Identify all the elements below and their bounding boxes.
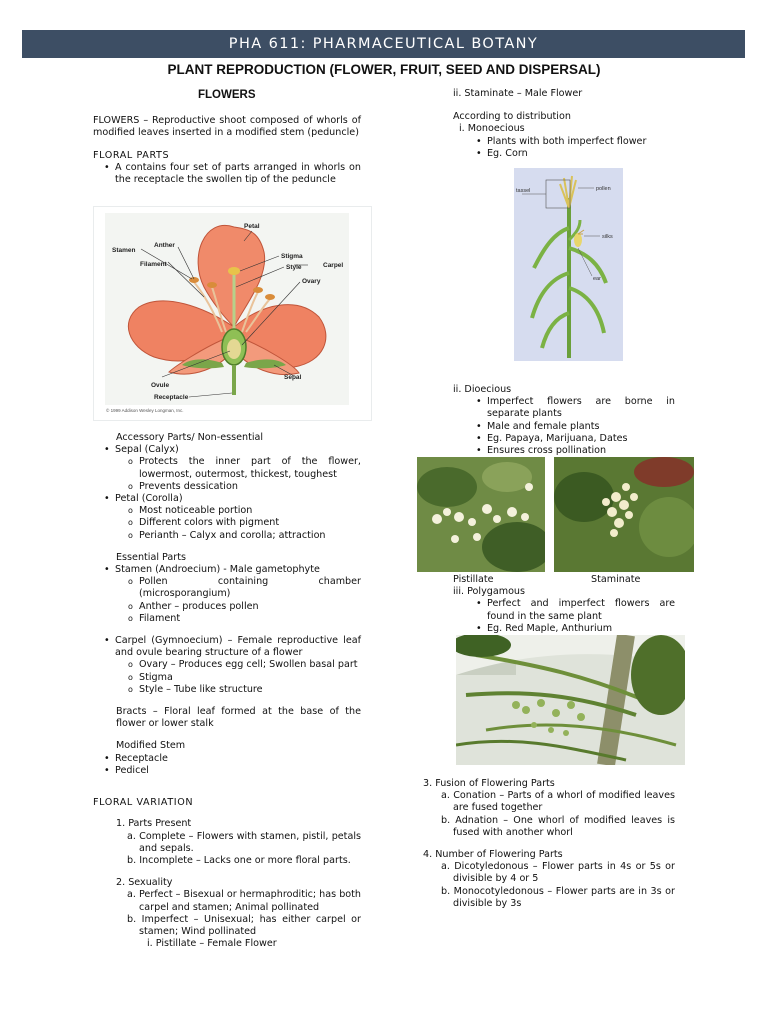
staminate-flower-photo bbox=[554, 457, 694, 572]
flowers-heading: FLOWERS bbox=[198, 89, 256, 101]
sepal-item: • Sepal (Calyx) bbox=[93, 444, 361, 456]
flower-diagram-illustration bbox=[94, 207, 371, 420]
right-column-top bbox=[453, 88, 675, 160]
label-filament: Filament bbox=[140, 261, 167, 268]
dioecious-bullet-3: • Eg. Papaya, Marijuana, Dates bbox=[453, 433, 675, 445]
label-ovule: Ovule bbox=[151, 382, 170, 389]
label-petal: Petal bbox=[244, 223, 260, 230]
corn-label-silks: silks bbox=[602, 234, 613, 240]
modified-stem-item-1: • Receptacle bbox=[93, 753, 361, 765]
caption-pistillate: Pistillate bbox=[453, 574, 494, 585]
bracts-text: Bracts – Floral leaf formed at the base of the flower or lower stalk bbox=[116, 706, 361, 730]
fv-pistillate: i. Pistillate – Female Flower bbox=[147, 938, 277, 950]
floral-parts-heading: FLORAL PARTS bbox=[93, 149, 170, 161]
modified-stem-item-2: • Pedicel bbox=[93, 765, 361, 777]
label-ovary: Ovary bbox=[302, 278, 321, 285]
petal-sub2: o Different colors with pigment bbox=[93, 517, 361, 529]
fv-imperfect: b. Imperfect – Unisexual; has either carpel or stamen; Wind pollinated bbox=[127, 913, 361, 938]
caption-staminate: Staminate bbox=[591, 574, 641, 585]
stamen-sub2: o Anther – produces pollen bbox=[93, 601, 361, 613]
number-heading: 4. Number of Flowering Parts bbox=[423, 849, 563, 861]
polygamous-item: iii. Polygamous bbox=[453, 586, 526, 598]
flower-diagram-figure bbox=[93, 206, 372, 421]
fusion-heading: 3. Fusion of Flowering Parts bbox=[423, 778, 555, 789]
corn-label-pollen: pollen bbox=[596, 186, 611, 192]
carpel-sub3: o Style – Tube like structure bbox=[93, 684, 361, 696]
stamen-item: • Stamen (Androecium) - Male gametophyte bbox=[93, 564, 361, 576]
fv-perfect: a. Perfect – Bisexual or hermaphroditic; has both carpel and stamen; Animal pollinated bbox=[127, 889, 361, 913]
label-carpel: Carpel bbox=[323, 262, 344, 269]
floral-parts-bullet: • A contains four set of parts arranged in whorls on the receptacle the swollen tip of the peduncle bbox=[93, 162, 361, 186]
photo-captions bbox=[453, 574, 675, 586]
essential-heading: Essential Parts bbox=[116, 551, 186, 563]
fv-parts-present: 1. Parts Present bbox=[116, 818, 192, 830]
figure-copyright: © 1999 Addison Wesley Longman, Inc. bbox=[106, 408, 184, 413]
fusion-conation: a. Conation – Parts of a whorl of modified leaves are fused together bbox=[441, 790, 675, 814]
right-column-bottom bbox=[423, 778, 675, 910]
dioecious-item: ii. Dioecious bbox=[453, 384, 512, 395]
monoecious-bullet-2: • Eg. Corn bbox=[453, 148, 675, 160]
polygamous-plant-photo bbox=[456, 635, 685, 765]
flowers-definition: FLOWERS – Reproductive shoot composed of whorls of modified leaves inserted in a modified stem (peduncle) bbox=[93, 115, 361, 139]
polygamous-block bbox=[453, 574, 675, 635]
sepal-sub2: o Prevents dessication bbox=[93, 481, 361, 493]
label-stamen: Stamen bbox=[112, 247, 136, 254]
number-monocot: b. Monocotyledonous – Flower parts are in 3s or divisible by 3s bbox=[441, 885, 675, 909]
dioecious-bullet-4: • Ensures cross pollination bbox=[453, 445, 675, 457]
carpel-sub1: o Ovary – Produces egg cell; Swollen basal part bbox=[93, 659, 361, 671]
left-column-bottom bbox=[93, 432, 361, 951]
distribution-heading: According to distribution bbox=[453, 111, 571, 123]
label-sepal: Sepal bbox=[284, 374, 302, 381]
label-stigma: Stigma bbox=[281, 253, 303, 260]
page-title: PLANT REPRODUCTION (FLOWER, FRUIT, SEED AND DISPERSAL) bbox=[167, 62, 601, 77]
label-receptacle: Receptacle bbox=[154, 394, 189, 401]
floral-variation-heading: FLORAL VARIATION bbox=[93, 796, 194, 808]
fv-sexuality: 2. Sexuality bbox=[116, 877, 173, 889]
carpel-item: • Carpel (Gymnoecium) – Female reproductive leaf and ovule bearing structure of a flower bbox=[93, 635, 361, 659]
petal-sub1: o Most noticeable portion bbox=[93, 505, 361, 517]
dioecious-bullet-2: • Male and female plants bbox=[453, 421, 675, 433]
polygamous-bullet-2: • Eg. Red Maple, Anthurium bbox=[453, 623, 675, 635]
carpel-sub2: o Stigma bbox=[93, 672, 361, 684]
stamen-sub1: o Pollen containing chamber (microsporangium) bbox=[93, 576, 361, 600]
pistillate-flower-photo bbox=[417, 457, 545, 572]
left-column-top bbox=[93, 85, 361, 186]
petal-sub3: o Perianth – Calyx and corolla; attraction bbox=[93, 530, 361, 542]
corn-plant-illustration bbox=[514, 168, 623, 361]
stamen-sub3: o Filament bbox=[93, 613, 361, 625]
label-anther: Anther bbox=[154, 242, 175, 249]
polygamous-bullet-1: • Perfect and imperfect flowers are found in the same plant bbox=[453, 598, 675, 622]
number-dicot: a. Dicotyledonous – Flower parts in 4s or 5s or divisible by 4 or 5 bbox=[441, 861, 675, 885]
staminate-item: ii. Staminate – Male Flower bbox=[453, 88, 583, 99]
monoecious-bullet-1: • Plants with both imperfect flower bbox=[453, 136, 675, 148]
corn-label-ear: ear bbox=[593, 276, 601, 282]
accessory-heading: Accessory Parts/ Non-essential bbox=[116, 432, 264, 443]
course-title: PHA 611: PHARMACEUTICAL BOTANY bbox=[228, 36, 539, 52]
label-style: Style bbox=[286, 264, 302, 271]
corn-label-tassel: tassel bbox=[516, 188, 531, 194]
fv-complete: a. Complete – Flowers with stamen, pistil, petals and sepals. bbox=[127, 830, 361, 854]
course-header-bar bbox=[22, 30, 745, 58]
dioecious-bullet-1: • Imperfect flowers are borne in separate plants bbox=[453, 396, 675, 420]
monoecious-item: i. Monoecious bbox=[459, 123, 525, 135]
sepal-sub1: o Protects the inner part of the flower, lowermost, outermost, thickest, toughest bbox=[93, 456, 361, 480]
fv-incomplete: b. Incomplete – Lacks one or more floral parts. bbox=[127, 855, 351, 867]
dioecious-block bbox=[453, 384, 675, 457]
petal-item: • Petal (Corolla) bbox=[93, 493, 361, 505]
modified-stem-heading: Modified Stem bbox=[116, 740, 186, 752]
fusion-adnation: b. Adnation – One whorl of modified leaves is fused with another whorl bbox=[441, 814, 675, 838]
